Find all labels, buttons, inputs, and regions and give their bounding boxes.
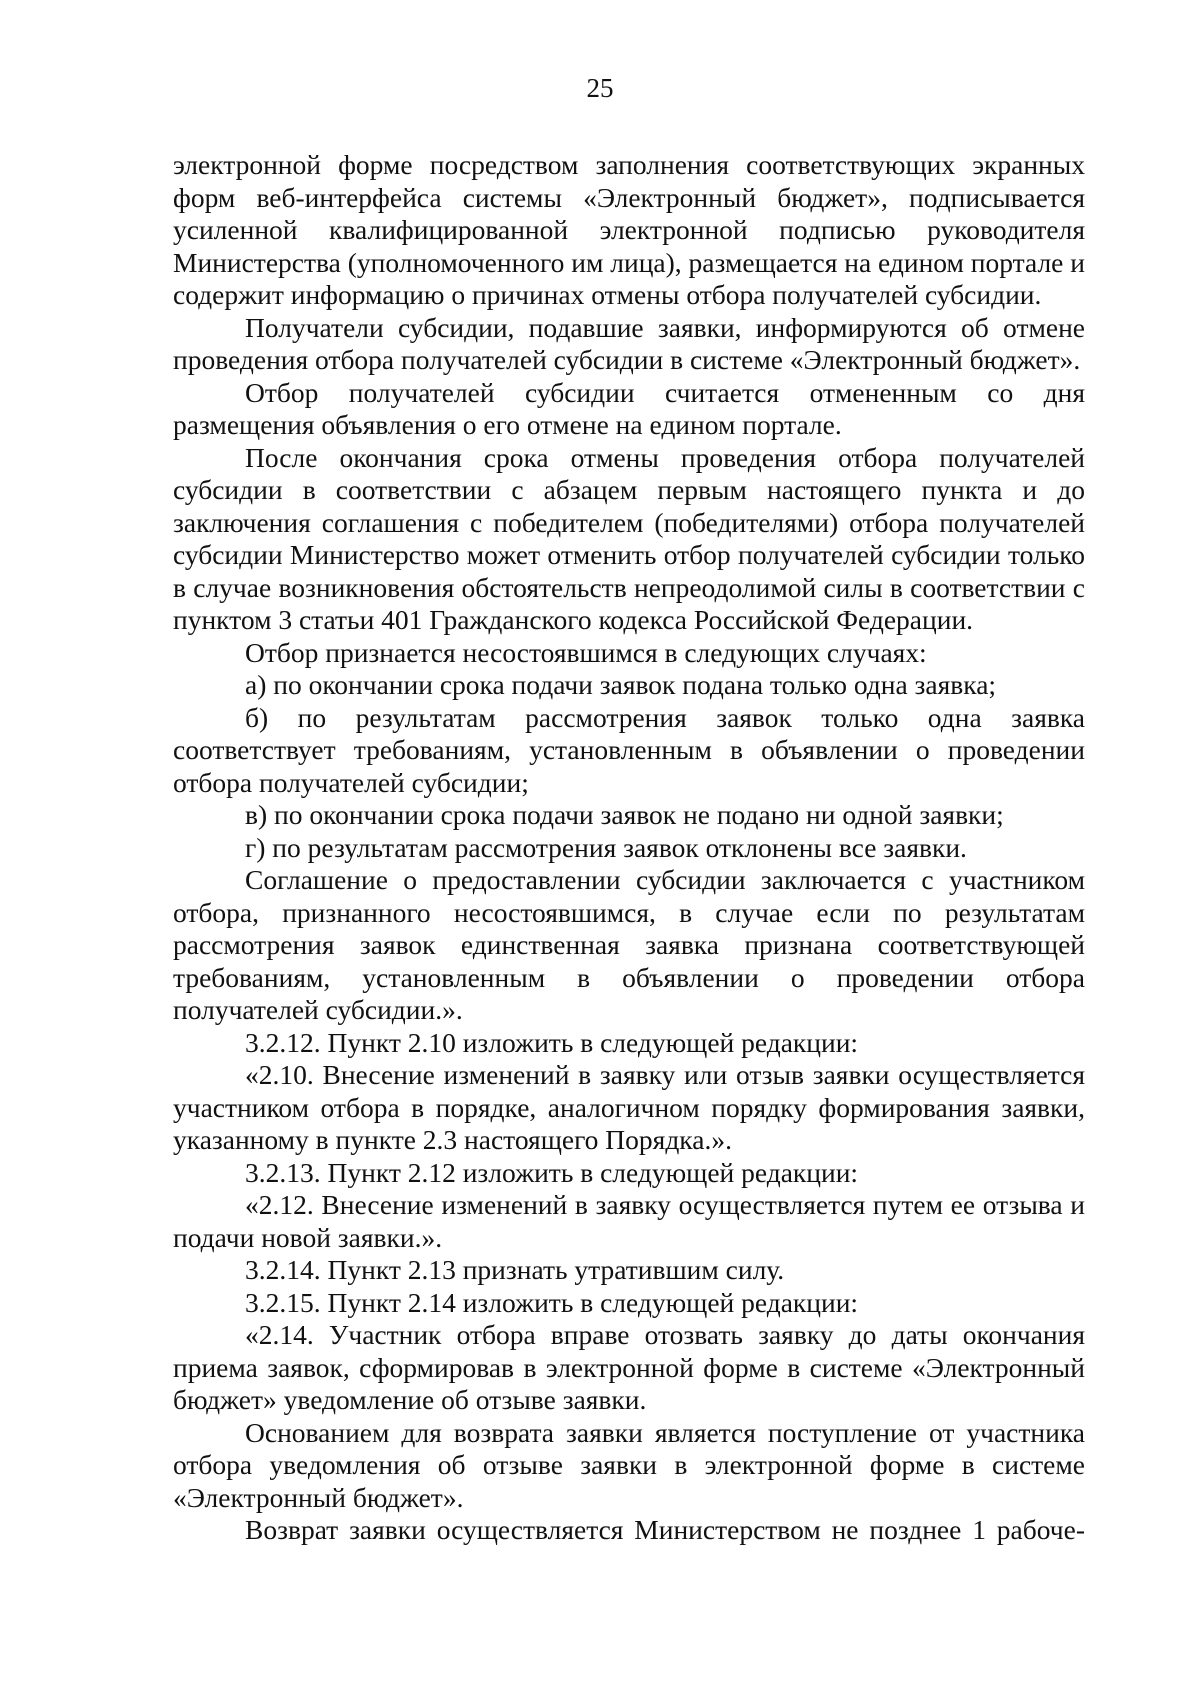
page-number: 25 [586, 73, 614, 103]
paragraph-continuation: электронной форме посредством заполнения соответствующих экранных форм веб-интерфейса системы «Электронный бюджет», подписывается усиленной квалифицированной электронной подписью руководителя Министерства (уполномоченного им лица), размещается на едином портале и содержит информацию о причинах отмены отбора получателей субсидии. [173, 149, 1085, 310]
amendment-heading: 3.2.13. Пункт 2.12 изложить в следующей редакции: [245, 1156, 859, 1188]
list-item-v: в) по окончании срока подачи заявок не подано ни одной заявки; [245, 799, 1004, 830]
paragraph: Отбор признается несостоявшимся в следующих случаях: [245, 636, 927, 668]
paragraph: После окончания срока отмены проведения отбора получателей субсидии в соответствии с абзацем первым настоящего пункта и до заключения соглашения с победителем (победителями) отбора получателей субсидии Министерство может отменить отбор получателей субсидии только в случае возникновения обстоятельств непреодолимой силы в соответствии с пунктом 3 статьи 401 Гражданского кодекса Российской Федерации. [173, 441, 1085, 635]
paragraph-continued: Возврат заявки осуществляется Министерством не позднее 1 рабоче- [245, 1514, 1085, 1545]
quoted-clause: «2.14. Участник отбора вправе отозвать заявку до даты окончания приема заявок, сформировав в электронной форме в системе «Электронный бюджет» уведомление об отзыве заявки. [173, 1319, 1085, 1415]
quoted-clause: «2.12. Внесение изменений в заявку осуществляется путем ее отзыва и подачи новой заявки.». [173, 1189, 1085, 1253]
paragraph: Получатели субсидии, подавшие заявки, информируются об отмене проведения отбора получателей субсидии в системе «Электронный бюджет». [173, 311, 1085, 375]
list-item-b: б) по результатам рассмотрения заявок только одна заявка соответствует требованиям, установленным в объявлении о проведении отбора получателей субсидии; [173, 701, 1085, 798]
amendment-heading: 3.2.15. Пункт 2.14 изложить в следующей редакции: [245, 1286, 859, 1318]
list-item-a: а) по окончании срока подачи заявок подана только одна заявка; [245, 669, 997, 700]
amendment-heading: 3.2.14. Пункт 2.13 признать утратившим силу. [245, 1254, 785, 1285]
amendment-heading: 3.2.12. Пункт 2.10 изложить в следующей редакции: [245, 1026, 859, 1058]
document-body [173, 149, 1085, 1547]
quoted-clause: «2.10. Внесение изменений в заявку или отзыв заявки осуществляется участником отбора в порядке, аналогичном порядку формирования заявки, указанному в пункте 2.3 настоящего Порядка.». [173, 1059, 1085, 1155]
list-item-g: г) по результатам рассмотрения заявок отклонены все заявки. [245, 831, 967, 863]
paragraph: Основанием для возврата заявки является поступление от участника отбора уведомления об отзыве заявки в электронной форме в системе «Электронный бюджет». [173, 1416, 1085, 1513]
paragraph: Соглашение о предоставлении субсидии заключается с участником отбора, признанного несостоявшимся, в случае если по результатам рассмотрения заявок единственная заявка признана соответствующей требованиям, установленным в объявлении о проведении отбора получателей субсидии.». [173, 864, 1085, 1025]
paragraph: Отбор получателей субсидии считается отмененным со дня размещения объявления о его отмене на едином портале. [173, 376, 1085, 440]
